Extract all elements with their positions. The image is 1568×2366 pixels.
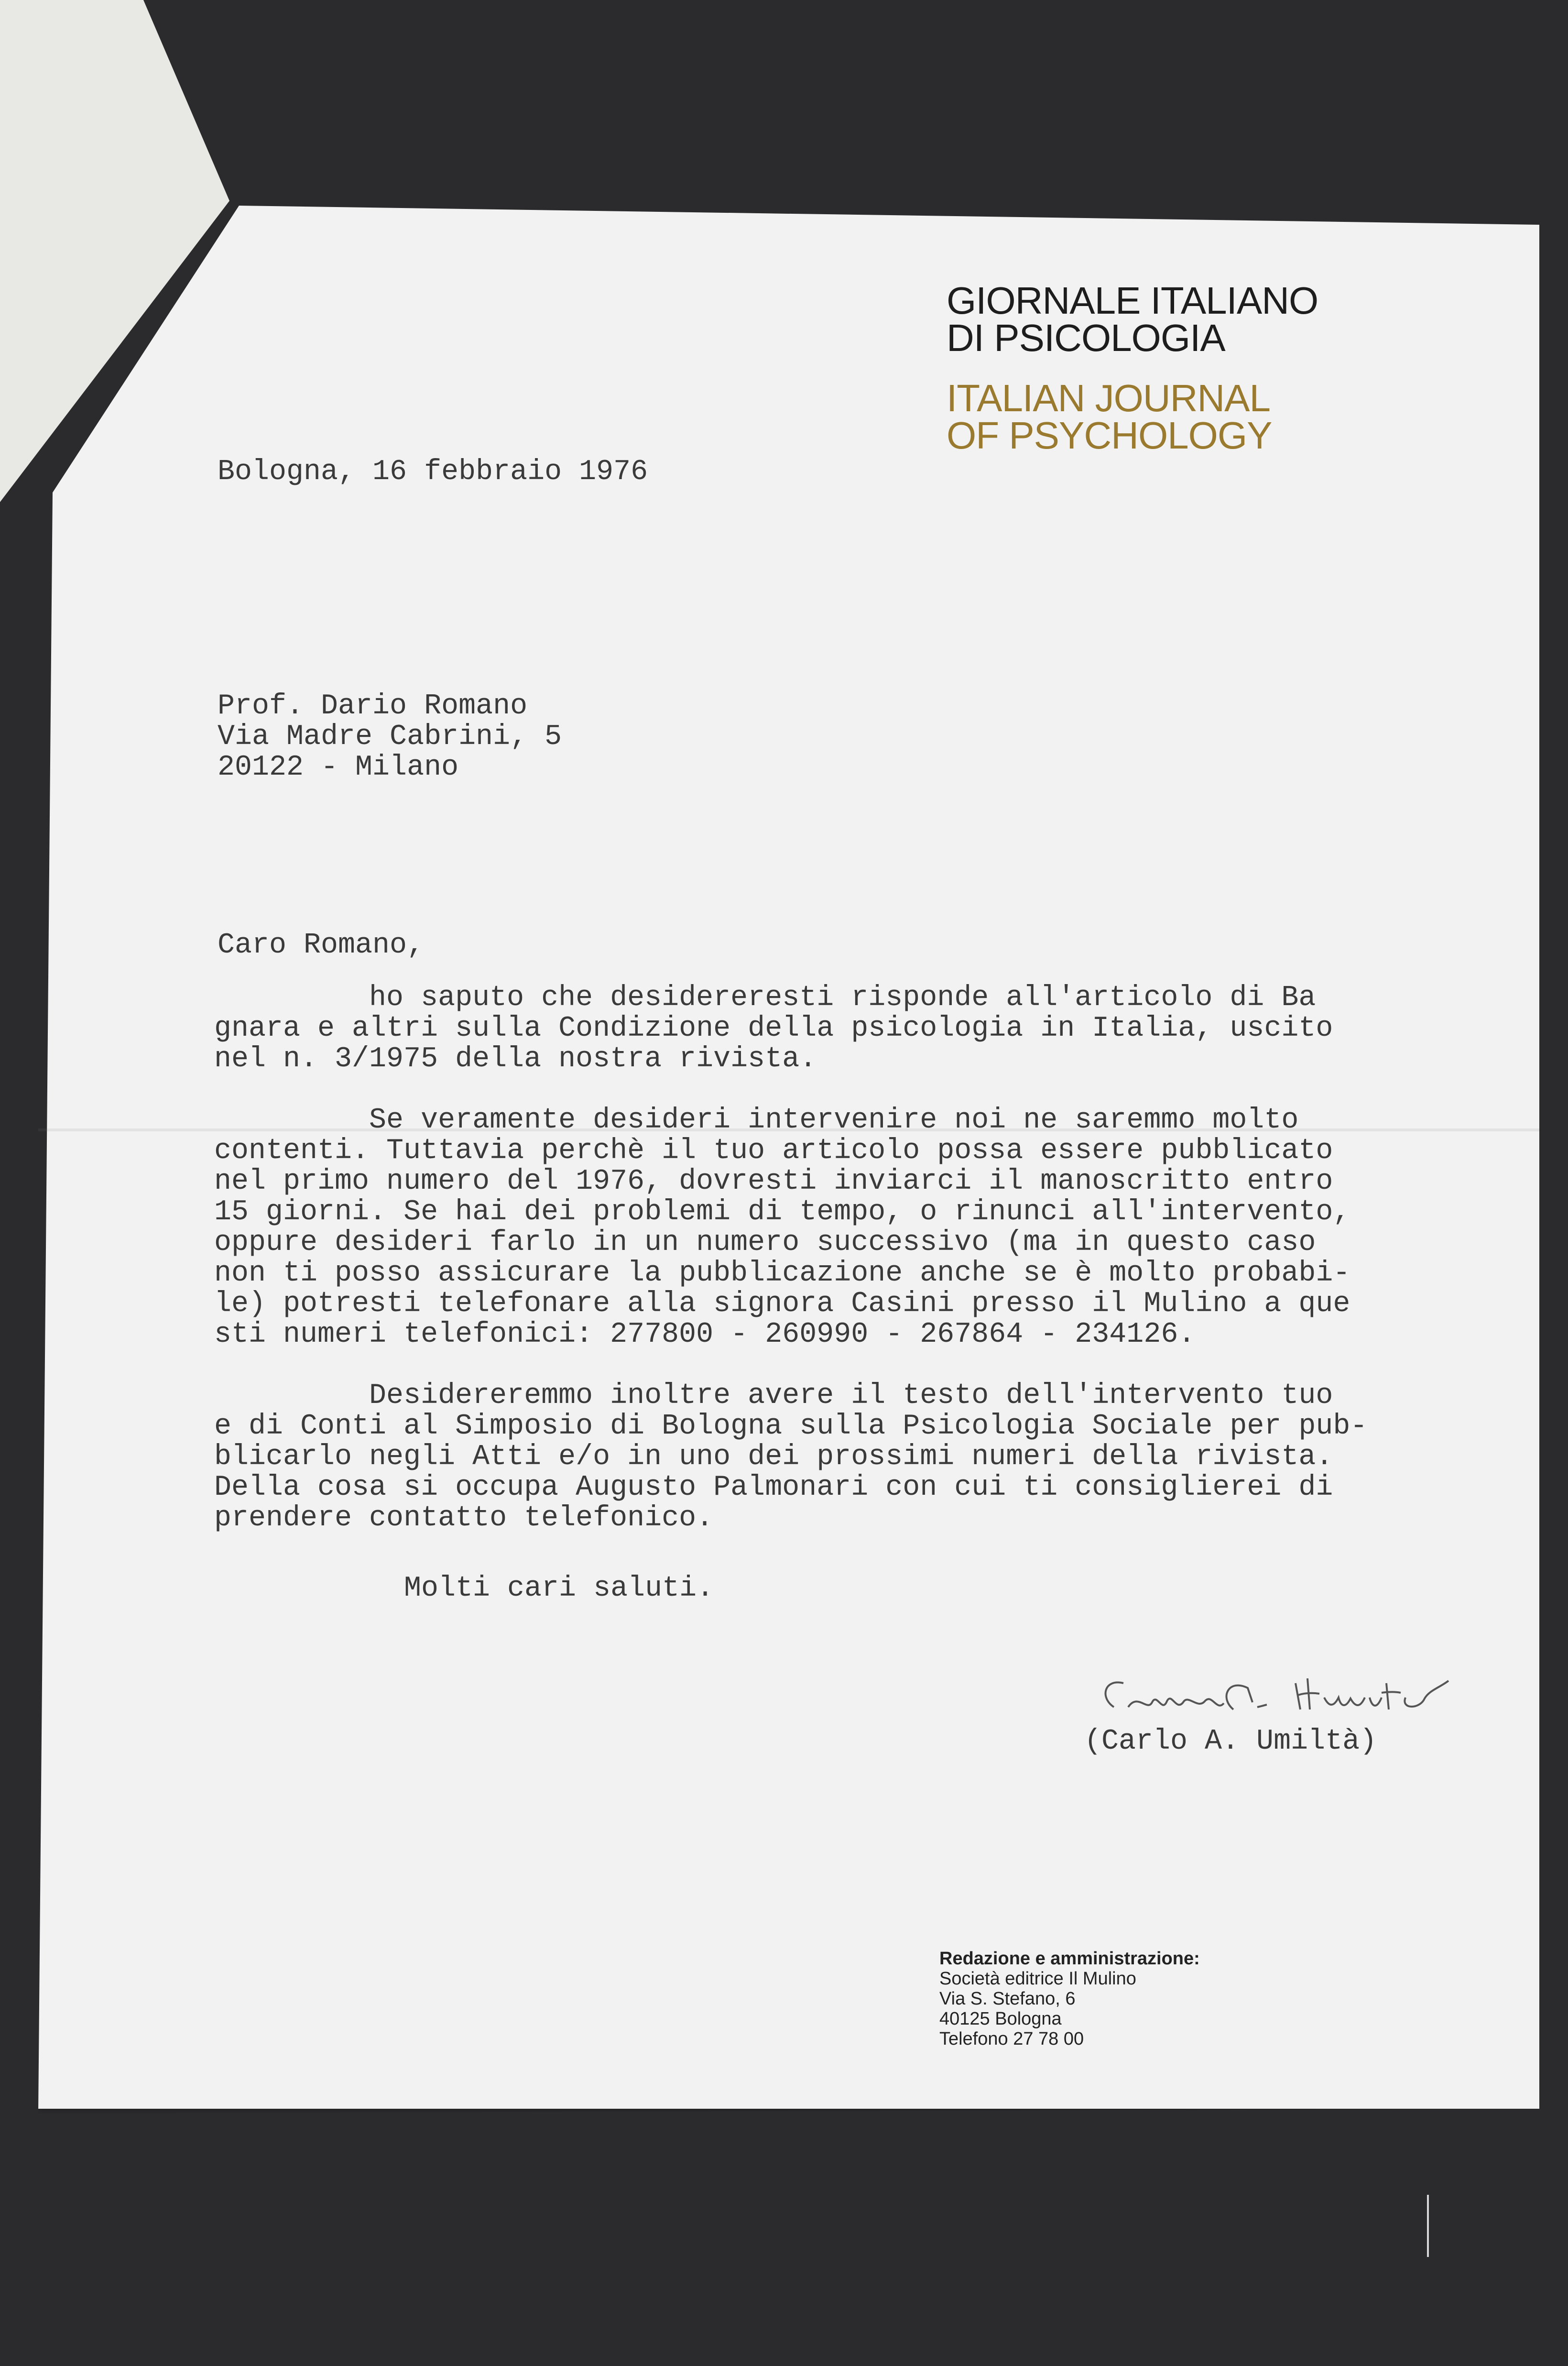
body-line: contenti. Tuttavia perchè il tuo articolo possa essere pubblicato [214, 1135, 1333, 1167]
body-line: e di Conti al Simposio di Bologna sulla Psicologia Sociale per pub- [214, 1410, 1368, 1443]
body-line: Se veramente desideri intervenire noi ne saremmo molto [214, 1104, 1299, 1137]
masthead-english-line2: OF PSYCHOLOGY [947, 414, 1272, 457]
footer-phone: Telefono 27 78 00 [939, 2029, 1084, 2049]
publisher-footer [939, 1949, 1200, 2049]
body-line: gnara e altri sulla Condizione della psicologia in Italia, uscito [214, 1012, 1333, 1045]
body-line: non ti posso assicurare la pubblicazione anche se è molto probabi- [214, 1257, 1350, 1290]
masthead-italian-line1: GIORNALE ITALIANO [947, 279, 1318, 322]
journal-masthead [947, 279, 1318, 457]
body-line [214, 1350, 1367, 1380]
recipient-street: Via Madre Cabrini, 5 [218, 721, 562, 753]
recipient-city: 20122 - Milano [218, 751, 459, 784]
recipient-name: Prof. Dario Romano [218, 690, 528, 723]
handwritten-signature [1095, 1664, 1458, 1731]
letter-date: Bologna, 16 febbraio 1976 [218, 456, 648, 488]
signer-name: (Carlo A. Umiltà) [1084, 1725, 1377, 1758]
body-line [214, 1074, 1367, 1105]
closing: Molti cari saluti. [404, 1572, 714, 1605]
body-line: ho saputo che desidereresti risponde all'articolo di Ba [214, 982, 1316, 1014]
letter-body [214, 983, 1367, 1534]
footer-city: 40125 Bologna [939, 2009, 1062, 2029]
footer-street: Via S. Stefano, 6 [939, 1989, 1076, 2009]
body-line: Della cosa si occupa Augusto Palmonari con cui ti consiglierei di [214, 1471, 1333, 1504]
body-line: 15 giorni. Se hai dei problemi di tempo, o rinunci all'intervento, [214, 1196, 1350, 1228]
salutation: Caro Romano, [218, 929, 425, 962]
footer-heading: Redazione e amministrazione: [939, 1949, 1200, 1969]
background-scratch [1427, 2195, 1429, 2257]
body-line: nel n. 3/1975 della nostra rivista. [214, 1043, 817, 1075]
footer-company: Società editrice Il Mulino [939, 1969, 1136, 1989]
body-line: prendere contatto telefonico. [214, 1502, 714, 1534]
body-line: Desidereremmo inoltre avere il testo dell'intervento tuo [214, 1380, 1333, 1412]
masthead-italian [947, 279, 1318, 359]
masthead-english-line1: ITALIAN JOURNAL [947, 377, 1270, 419]
body-line: nel primo numero del 1976, dovresti inviarci il manoscritto entro [214, 1165, 1333, 1198]
masthead-english [947, 377, 1318, 457]
body-line: le) potresti telefonare alla signora Casini presso il Mulino a que [214, 1288, 1350, 1320]
masthead-italian-line2: DI PSICOLOGIA [947, 317, 1225, 359]
body-line: oppure desideri farlo in un numero successivo (ma in questo caso [214, 1227, 1316, 1259]
body-line: blicarlo negli Atti e/o in uno dei prossimi numeri della rivista. [214, 1441, 1333, 1473]
body-line: sti numeri telefonici: 277800 - 260990 - 267864 - 234126. [214, 1318, 1196, 1351]
recipient-address [218, 691, 562, 783]
